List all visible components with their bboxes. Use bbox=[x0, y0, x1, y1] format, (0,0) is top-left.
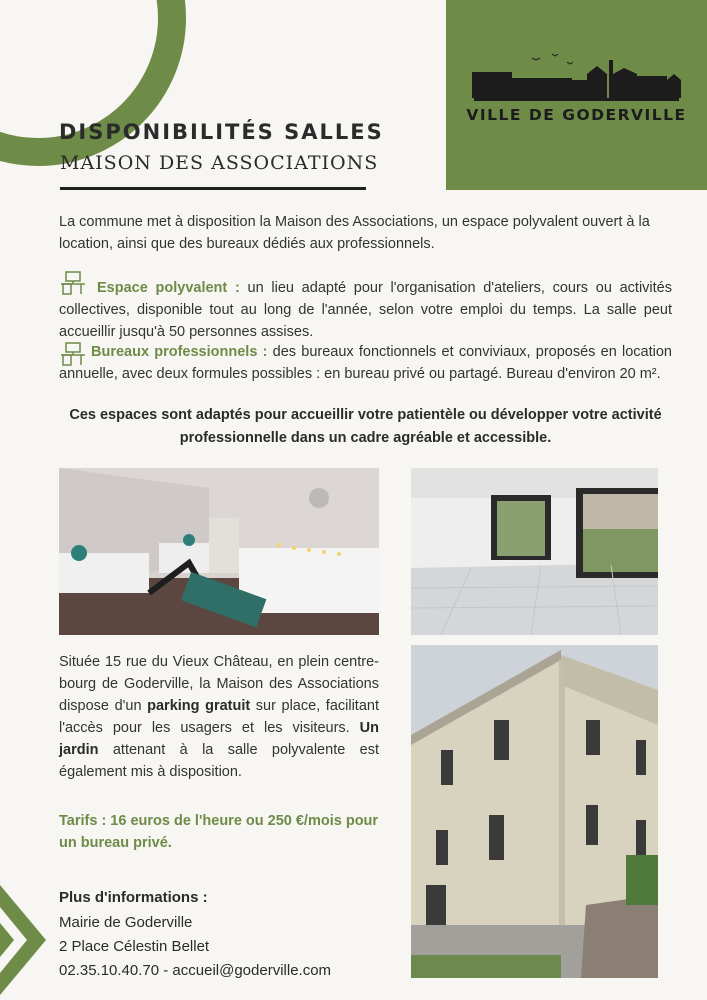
chevron-icon bbox=[0, 885, 46, 995]
contact-line-mairie: Mairie de Goderville bbox=[59, 914, 193, 931]
room-illustration bbox=[59, 468, 379, 635]
espace-polyvalent-label: Espace polyvalent : bbox=[97, 280, 240, 296]
page-subtitle: MAISON DES ASSOCIATIONS bbox=[60, 152, 379, 174]
location-text-2: sur place, facilitant l'accès pour les usagers et les visiteurs. bbox=[59, 698, 379, 736]
highlight-note: Ces espaces sont adaptés pour accueillir votre patientèle ou développer votre activité professionnelle dans un cadre agréable et accessible. bbox=[69, 407, 662, 446]
photo-polyvalent-room bbox=[59, 468, 379, 635]
office-illustration bbox=[411, 468, 658, 635]
logo-block bbox=[446, 0, 707, 190]
contact-title: Plus d'informations : bbox=[59, 889, 208, 906]
contact-line-address: 2 Place Célestin Bellet bbox=[59, 938, 210, 955]
logo-underline bbox=[474, 98, 679, 101]
logo-text: VILLE DE GODERVILLE bbox=[466, 106, 687, 124]
bureaux-paragraph bbox=[59, 341, 672, 385]
espace-polyvalent-paragraph bbox=[59, 277, 672, 343]
title-divider bbox=[60, 187, 366, 190]
pricing-text: Tarifs : 16 euros de l'heure ou 250 €/mois pour un bureau privé. bbox=[59, 813, 379, 851]
parking-highlight: parking gratuit bbox=[147, 698, 251, 714]
bureaux-label: Bureaux professionnels : bbox=[91, 344, 268, 360]
contact-line-phone-email: 02.35.10.40.70 - accueil@goderville.com bbox=[59, 962, 332, 979]
location-text-1: Située 15 rue du Vieux Château, en plein centre-bourg de Goderville, la Maison des Associations dispose d'un bbox=[59, 654, 379, 714]
photo-office-space bbox=[411, 468, 658, 635]
location-text-3: attenant à la salle polyvalente est également mis à disposition. bbox=[59, 742, 379, 780]
photo-building-exterior bbox=[411, 645, 658, 978]
location-paragraph bbox=[59, 651, 379, 783]
town-skyline-icon bbox=[472, 50, 682, 100]
bureaux-text: des bureaux fonctionnels et conviviaux, proposés en location annuelle, avec deux formules possibles : en bureau privé ou partagé. Bureau d'environ 20 m². bbox=[59, 344, 672, 382]
building-illustration bbox=[411, 645, 658, 978]
espace-polyvalent-text: un lieu adapté pour l'organisation d'ateliers, cours ou activités collectives, disponible tout au long de l'année, selon votre emploi du temps. La salle peut accueillir jusqu'à 50 personnes assises. bbox=[59, 280, 672, 340]
page-title: DISPONIBILITÉS SALLES bbox=[59, 120, 384, 144]
intro-paragraph: La commune met à disposition la Maison des Associations, un espace polyvalent ouvert à la location, ainsi que des bureaux dédiés aux professionnels. bbox=[59, 214, 650, 252]
garden-highlight: Un jardin bbox=[59, 720, 379, 758]
